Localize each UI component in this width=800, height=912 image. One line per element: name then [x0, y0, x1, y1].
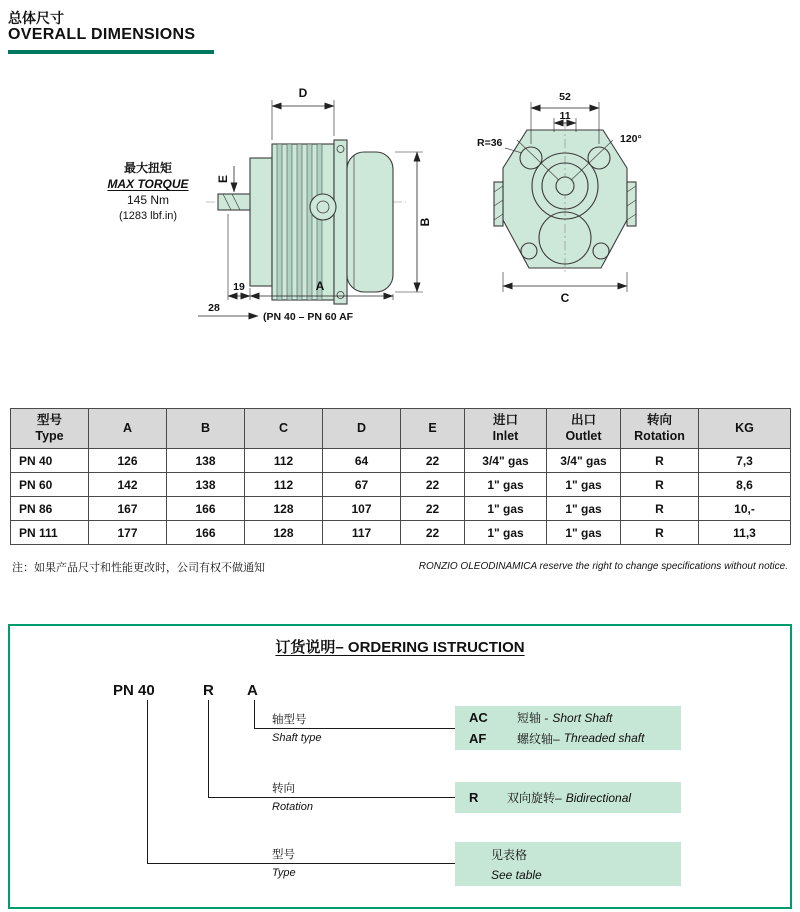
column-header: 出口 Outlet: [547, 409, 621, 449]
value-cell: 166: [167, 521, 245, 545]
value-cell: R: [621, 497, 699, 521]
type-cell: PN 60: [11, 473, 89, 497]
table-header-row: [11, 409, 791, 449]
value-cell: 117: [323, 521, 401, 545]
order-code-shaft: A: [247, 682, 258, 699]
column-header: A: [89, 409, 167, 449]
ordering-title: 订货说明– ORDERING ISTRUCTION: [275, 639, 525, 656]
value-cell: 128: [245, 497, 323, 521]
dim-label-d: D: [298, 86, 308, 100]
disclaimer-english: RONZIO OLEODINAMICA reserve the right to change specifications without notice.: [418, 561, 788, 572]
value-cell: 167: [89, 497, 167, 521]
order-code-type: PN 40: [113, 682, 155, 699]
value-cell: 166: [167, 497, 245, 521]
value-cell: 112: [245, 473, 323, 497]
dim-label-e: E: [216, 174, 230, 184]
type-cell: PN 111: [11, 521, 89, 545]
shaft-option-desc-chinese: 螺纹轴–: [517, 731, 560, 746]
pump-side-view-drawing: [130, 82, 440, 332]
max-torque-value-imperial: (1283 lbf.in): [118, 209, 178, 222]
value-cell: 1" gas: [465, 473, 547, 497]
rotation-label: Rotation: [272, 801, 313, 813]
shaft-option-ac: [455, 709, 681, 726]
value-cell: 10,-: [699, 497, 791, 521]
table-row: [11, 473, 791, 497]
value-cell: 177: [89, 521, 167, 545]
value-cell: 107: [323, 497, 401, 521]
type-value-chinese: [455, 846, 681, 863]
connector-line-shaft-vertical: [254, 700, 255, 728]
value-cell: 112: [245, 449, 323, 473]
column-header: 转向 Rotation: [621, 409, 699, 449]
value-cell: 11,3: [699, 521, 791, 545]
radius-label: R=36: [477, 137, 503, 149]
front-flange: [250, 158, 272, 286]
max-torque-label-chinese: 最大扭矩: [123, 161, 172, 175]
value-cell: 22: [401, 449, 465, 473]
pump-front-view-drawing: [465, 88, 675, 328]
value-cell: 138: [167, 449, 245, 473]
value-cell: 7,3: [699, 449, 791, 473]
column-header: D: [323, 409, 401, 449]
value-cell: 126: [89, 449, 167, 473]
shaft-option-desc: Threaded shaft: [563, 731, 645, 746]
type-value-box: [455, 842, 681, 886]
title-underline-rule: [8, 50, 214, 54]
max-torque-value: 145 Nm: [126, 193, 170, 208]
value-cell: 8,6: [699, 473, 791, 497]
value-cell: 67: [323, 473, 401, 497]
value-cell: 1" gas: [547, 521, 621, 545]
dim-label-a: A: [315, 279, 325, 293]
shaft-option-code: AC: [469, 710, 488, 726]
value-cell: 64: [323, 449, 401, 473]
value-cell: R: [621, 449, 699, 473]
dim-label-52: 52: [559, 91, 571, 103]
value-cell: 142: [89, 473, 167, 497]
rotation-option-code: R: [469, 790, 479, 805]
connector-line-shaft-horizontal: [254, 728, 455, 729]
connector-line-type-vertical: [147, 700, 148, 863]
page-title: OVERALL DIMENSIONS: [8, 26, 196, 43]
value-cell: 1" gas: [547, 497, 621, 521]
order-code-rotation: R: [203, 682, 214, 699]
value-cell: 3/4" gas: [547, 449, 621, 473]
rear-plate: [334, 140, 347, 304]
disclaimer-chinese: 注：如果产品尺寸和性能更改时，公司有权不做通知: [12, 562, 265, 574]
table-row: [11, 449, 791, 473]
value-cell: 128: [245, 521, 323, 545]
shaft-center: [556, 177, 574, 195]
shaft-type-label: Shaft type: [272, 732, 322, 744]
type-label-chinese: 型号: [272, 849, 295, 861]
column-header: B: [167, 409, 245, 449]
dimensions-table: [10, 408, 791, 545]
shaft-option-desc: Short Shaft: [552, 710, 613, 725]
table-row: [11, 497, 791, 521]
value-cell: 22: [401, 521, 465, 545]
see-table: See table: [491, 867, 542, 882]
dim-label-28: 28: [208, 302, 220, 314]
type-cell: PN 86: [11, 497, 89, 521]
connector-line-rotation-vertical: [208, 700, 209, 797]
type-cell: PN 40: [11, 449, 89, 473]
value-cell: 1" gas: [465, 521, 547, 545]
max-torque-label: MAX TORQUE: [107, 177, 189, 192]
table-row: [11, 521, 791, 545]
value-cell: 3/4" gas: [465, 449, 547, 473]
value-cell: 22: [401, 473, 465, 497]
rotation-option-r: [455, 789, 681, 806]
shaft-type-label-chinese: 轴型号: [272, 714, 307, 726]
column-header: C: [245, 409, 323, 449]
rotation-option-desc-chinese: 双向旋转–: [507, 791, 562, 805]
column-header: 型号 Type: [11, 409, 89, 449]
column-header: E: [401, 409, 465, 449]
value-cell: 22: [401, 497, 465, 521]
rotation-options-box: [455, 782, 681, 813]
type-value-english: [455, 868, 681, 882]
dim-label-c: C: [560, 291, 570, 305]
connector-line-rotation-horizontal: [208, 797, 455, 798]
pump-shaft: [218, 194, 252, 210]
dim-label-11: 11: [559, 110, 571, 122]
value-cell: R: [621, 473, 699, 497]
ordering-title-wrap: [8, 636, 792, 657]
value-cell: 138: [167, 473, 245, 497]
shaft-option-code: AF: [469, 730, 487, 746]
angle-label-120: 120°: [620, 133, 642, 145]
column-header: KG: [699, 409, 791, 449]
type-label: Type: [272, 867, 296, 879]
page-title-chinese: 总体尺寸: [8, 10, 64, 26]
variant-note: (PN 40 – PN 60 AF: [263, 311, 354, 323]
column-header: 进口 Inlet: [465, 409, 547, 449]
rotation-label-chinese: 转向: [272, 783, 295, 795]
connector-line-type-horizontal: [147, 863, 455, 864]
value-cell: R: [621, 521, 699, 545]
dim-label-19: 19: [233, 281, 245, 293]
see-table-chinese: 见表格: [491, 848, 528, 863]
value-cell: 1" gas: [547, 473, 621, 497]
value-cell: 1" gas: [465, 497, 547, 521]
dim-label-b: B: [418, 217, 432, 227]
rotation-option-desc: Bidirectional: [565, 790, 632, 805]
shaft-option-desc-chinese: 短轴 -: [517, 711, 549, 726]
shaft-options-box: [455, 706, 681, 750]
shaft-option-af: [455, 730, 681, 747]
